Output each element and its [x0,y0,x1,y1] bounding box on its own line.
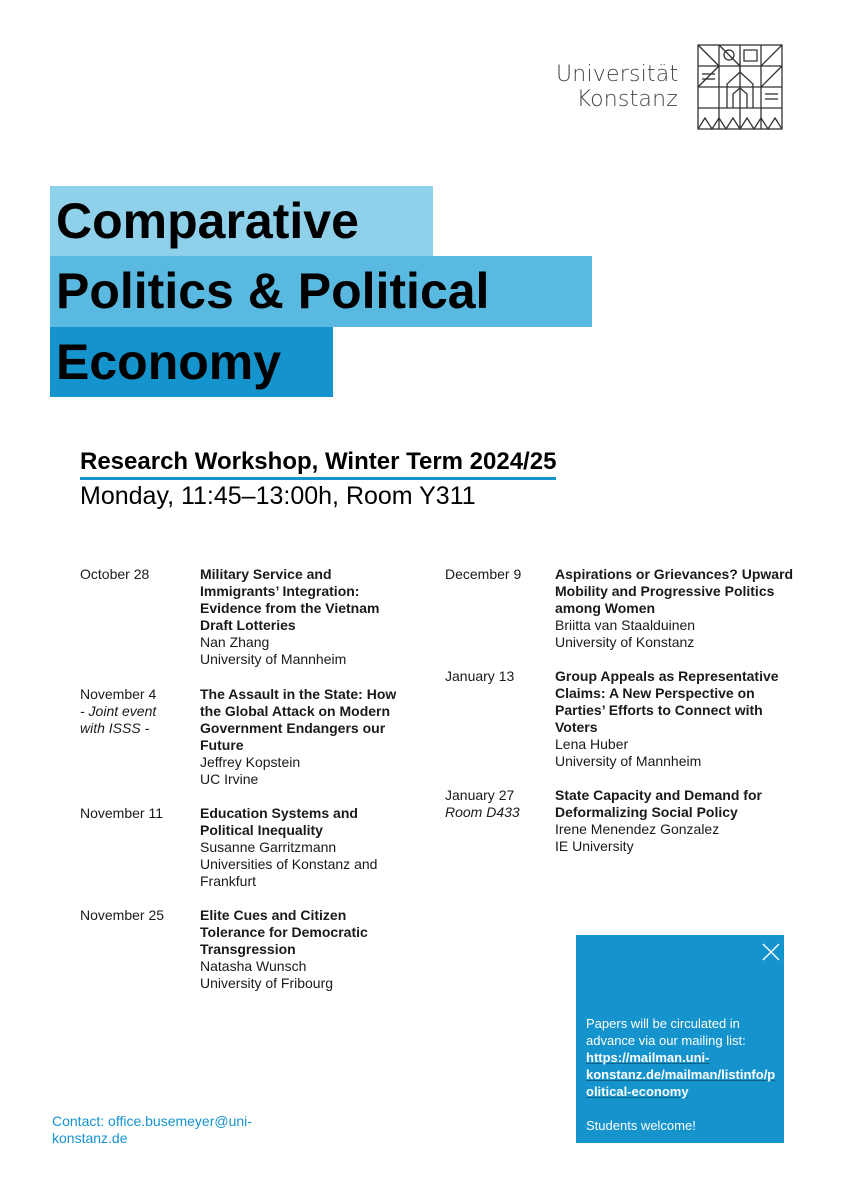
session-speaker: Natasha Wunsch [200,958,307,974]
session-speaker: Nan Zhang [200,634,270,650]
session-affiliation: Frankfurt [200,873,257,889]
session-entry [200,907,368,992]
session-date [80,907,164,924]
session-title: Military Service and Immigrants’ Integration: Evidence from the Vietnam Draft Lotteries [200,566,380,633]
close-icon [762,943,780,961]
session-affiliation: Universities of Konstanz and [200,856,378,872]
info-box [576,935,784,1143]
session-entry [200,686,396,788]
session-date [80,686,156,737]
date-note: Room D433 [445,804,520,820]
session-affiliation: UC Irvine [200,771,259,787]
session-entry [200,566,379,668]
session-affiliation: IE University [555,838,634,854]
session-title: The Assault in the State: How the Global Attack on Modern Government Endangers our Future [200,686,397,753]
session-title: Elite Cues and Citizen Tolerance for Democratic Transgression [200,907,368,957]
session-entry [555,566,793,651]
session-entry [555,787,762,855]
session-title: Aspirations or Grievances? Upward Mobility and Progressive Politics among Women [555,566,794,616]
date-text: January 13 [445,668,515,684]
session-title: Group Appeals as Representative Claims: A New Perspective on Parties’ Efforts to Connect with Voters [555,668,779,735]
date-text: November 25 [80,907,165,923]
students-welcome: Students welcome! [586,1118,696,1133]
session-speaker: Briitta van Staalduinen [555,617,696,633]
session-title: Education Systems and Political Inequality [200,805,358,838]
logo-line-2: Konstanz [576,87,678,112]
title-line-1: Comparative [50,186,433,256]
logo-line-1: Universität [556,62,679,87]
session-affiliation: University of Mannheim [200,651,347,667]
date-text: January 27 [445,787,515,803]
title-line-3: Economy [50,327,333,397]
contact-info[interactable]: Contact: office.busemeyer@uni-konstanz.de [52,1113,252,1146]
session-date [445,566,521,583]
session-affiliation: University of Mannheim [555,753,702,769]
session-affiliation: University of Konstanz [555,634,695,650]
session-entry [555,668,779,770]
university-seal-icon [697,44,783,130]
session-speaker: Irene Menendez Gonzalez [555,821,720,837]
session-speaker: Jeffrey Kopstein [200,754,301,770]
date-text: November 11 [80,805,164,821]
session-title: State Capacity and Demand for Deformalizing Social Policy [555,787,762,820]
session-affiliation: University of Fribourg [200,975,334,991]
session-speaker: Lena Huber [555,736,629,752]
university-logo-text [556,62,678,112]
mailing-list-link[interactable]: https://mailman.uni- konstanz.de/mailman/listinfo/p olitical-economy [586,1050,776,1099]
schedule-line: Monday, 11:45–13:00h, Room Y311 [80,482,476,510]
session-entry [200,805,377,890]
date-text: November 4 [80,686,157,702]
date-note: - Joint event with ISSS - [80,703,157,736]
session-date [445,668,514,685]
workshop-subtitle: Research Workshop, Winter Term 2024/25 [80,447,556,480]
session-date [445,787,520,821]
date-text: October 28 [80,566,150,582]
session-date [80,566,149,583]
info-intro: Papers will be circulated in advance via our mailing list: [586,1016,746,1048]
info-text [586,1015,778,1134]
date-text: December 9 [445,566,522,582]
session-date [80,805,163,822]
session-speaker: Susanne Garritzmann [200,839,337,855]
title-line-2: Politics & Political [50,256,592,327]
